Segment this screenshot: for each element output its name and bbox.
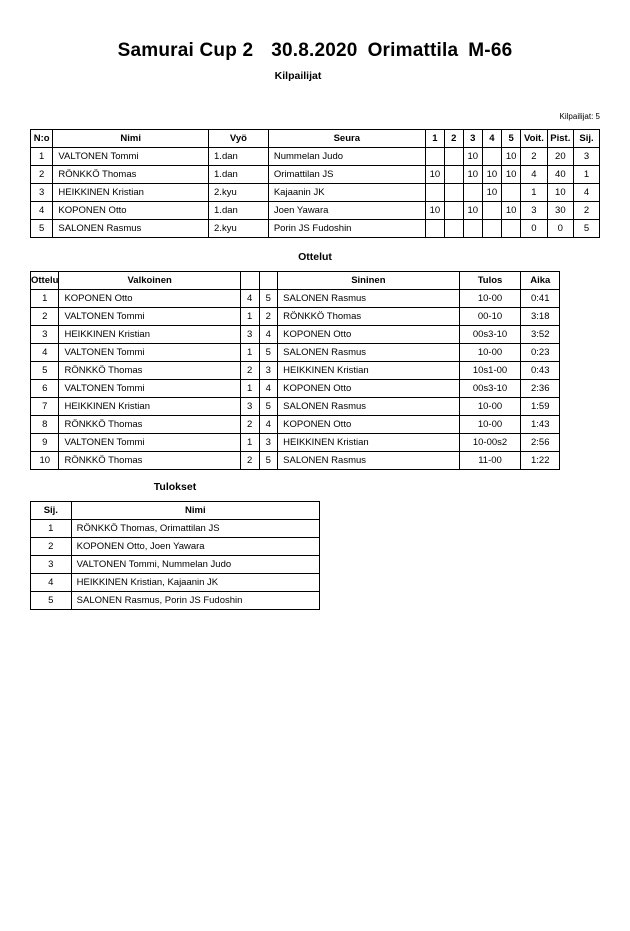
col-points: Pist. — [547, 130, 573, 148]
cell-belt: 1.dan — [209, 166, 269, 184]
cell-result-rank: 2 — [31, 538, 72, 556]
cell-blue: RÖNKKÖ Thomas — [278, 308, 459, 326]
cell-r4 — [482, 220, 501, 238]
title-date: 30.8.2020 — [271, 40, 358, 61]
cell-r3 — [463, 220, 482, 238]
cell-time: 1:22 — [521, 452, 560, 470]
results-table — [30, 501, 320, 610]
cell-r5: 10 — [502, 166, 521, 184]
table-row — [31, 416, 560, 434]
cell-result: 11-00 — [459, 452, 521, 470]
cell-name: HEIKKINEN Kristian — [53, 184, 209, 202]
cell-club: Orimattilan JS — [268, 166, 425, 184]
cell-time: 1:59 — [521, 398, 560, 416]
cell-white: HEIKKINEN Kristian — [59, 326, 240, 344]
table-row — [31, 556, 320, 574]
competitors-section-title: Kilpailijat — [274, 70, 322, 82]
cell-white-no: 2 — [240, 362, 259, 380]
cell-white-no: 1 — [240, 308, 259, 326]
cell-match-no: 4 — [31, 344, 59, 362]
cell-result-rank: 5 — [31, 592, 72, 610]
cell-result-name: SALONEN Rasmus, Porin JS Fudoshin — [71, 592, 319, 610]
cell-blue-no: 5 — [259, 398, 278, 416]
col-r1: 1 — [425, 130, 444, 148]
table-row — [31, 166, 600, 184]
cell-points: 20 — [547, 148, 573, 166]
title-event: Samurai Cup 2 — [117, 40, 254, 61]
cell-belt: 1.dan — [209, 202, 269, 220]
cell-blue-no: 4 — [259, 380, 278, 398]
cell-r5: 10 — [502, 202, 521, 220]
cell-white: VALTONEN Tommi — [59, 308, 240, 326]
cell-r1: 10 — [425, 166, 444, 184]
cell-r4 — [482, 148, 501, 166]
col-blue-no — [259, 272, 278, 290]
cell-white-no: 2 — [240, 416, 259, 434]
cell-r2 — [444, 166, 463, 184]
cell-blue: KOPONEN Otto — [278, 380, 459, 398]
results-section-title: Tulokset — [153, 481, 197, 493]
title-weight-class: M-66 — [468, 40, 513, 61]
cell-rank: 2 — [574, 202, 600, 220]
cell-r3: 10 — [463, 202, 482, 220]
table-row — [31, 148, 600, 166]
col-club: Seura — [268, 130, 425, 148]
matches-section-title: Ottelut — [298, 251, 332, 263]
cell-white: RÖNKKÖ Thomas — [59, 362, 240, 380]
cell-result: 10-00 — [459, 344, 521, 362]
cell-white-no: 1 — [240, 434, 259, 452]
cell-blue-no: 5 — [259, 452, 278, 470]
cell-r3 — [463, 184, 482, 202]
cell-match-no: 8 — [31, 416, 59, 434]
cell-blue-no: 5 — [259, 290, 278, 308]
competitors-table — [30, 129, 600, 238]
cell-r2 — [444, 202, 463, 220]
table-header-row — [31, 272, 560, 290]
cell-blue-no: 4 — [259, 326, 278, 344]
cell-club: Porin JS Fudoshin — [268, 220, 425, 238]
cell-white: VALTONEN Tommi — [59, 434, 240, 452]
cell-time: 0:41 — [521, 290, 560, 308]
cell-white-no: 3 — [240, 398, 259, 416]
cell-blue-no: 5 — [259, 344, 278, 362]
table-header-row — [31, 502, 320, 520]
cell-match-no: 1 — [31, 290, 59, 308]
cell-r2 — [444, 148, 463, 166]
cell-wins: 4 — [521, 166, 547, 184]
cell-result: 00s3-10 — [459, 326, 521, 344]
cell-white-no: 1 — [240, 380, 259, 398]
cell-r5 — [502, 220, 521, 238]
cell-result-rank: 3 — [31, 556, 72, 574]
cell-white: RÖNKKÖ Thomas — [59, 416, 240, 434]
col-wins: Voit. — [521, 130, 547, 148]
cell-blue-no: 2 — [259, 308, 278, 326]
document-page — [0, 40, 630, 931]
col-r2: 2 — [444, 130, 463, 148]
col-r4: 4 — [482, 130, 501, 148]
cell-match-no: 7 — [31, 398, 59, 416]
cell-r5 — [502, 184, 521, 202]
cell-match-no: 5 — [31, 362, 59, 380]
cell-result-name: KOPONEN Otto, Joen Yawara — [71, 538, 319, 556]
cell-time: 2:56 — [521, 434, 560, 452]
col-result-name: Nimi — [71, 502, 319, 520]
cell-club: Nummelan Judo — [268, 148, 425, 166]
cell-result: 00s3-10 — [459, 380, 521, 398]
col-rank: Sij. — [574, 130, 600, 148]
cell-white-no: 3 — [240, 326, 259, 344]
cell-blue: SALONEN Rasmus — [278, 344, 459, 362]
cell-belt: 1.dan — [209, 148, 269, 166]
cell-blue: SALONEN Rasmus — [278, 398, 459, 416]
cell-blue: SALONEN Rasmus — [278, 290, 459, 308]
cell-result-name: VALTONEN Tommi, Nummelan Judo — [71, 556, 319, 574]
cell-r4: 10 — [482, 166, 501, 184]
cell-match-no: 9 — [31, 434, 59, 452]
cell-result: 10-00 — [459, 416, 521, 434]
cell-r3: 10 — [463, 148, 482, 166]
cell-result: 10-00 — [459, 290, 521, 308]
table-row — [31, 290, 560, 308]
cell-r2 — [444, 184, 463, 202]
cell-wins: 1 — [521, 184, 547, 202]
cell-wins: 2 — [521, 148, 547, 166]
cell-club: Kajaanin JK — [268, 184, 425, 202]
cell-time: 0:43 — [521, 362, 560, 380]
cell-match-no: 3 — [31, 326, 59, 344]
col-white-no — [240, 272, 259, 290]
cell-white-no: 4 — [240, 290, 259, 308]
title-place: Orimattila — [367, 40, 459, 61]
cell-time: 2:36 — [521, 380, 560, 398]
table-row — [31, 574, 320, 592]
cell-match-no: 2 — [31, 308, 59, 326]
cell-no: 2 — [31, 166, 53, 184]
table-row — [31, 592, 320, 610]
cell-result-rank: 1 — [31, 520, 72, 538]
cell-result: 10s1-00 — [459, 362, 521, 380]
cell-match-no: 6 — [31, 380, 59, 398]
col-blue: Sininen — [278, 272, 459, 290]
cell-wins: 0 — [521, 220, 547, 238]
cell-name: RÖNKKÖ Thomas — [53, 166, 209, 184]
table-row — [31, 308, 560, 326]
cell-result-name: HEIKKINEN Kristian, Kajaanin JK — [71, 574, 319, 592]
table-row — [31, 452, 560, 470]
cell-rank: 4 — [574, 184, 600, 202]
cell-white: VALTONEN Tommi — [59, 344, 240, 362]
table-row — [31, 380, 560, 398]
cell-no: 3 — [31, 184, 53, 202]
cell-belt: 2.kyu — [209, 220, 269, 238]
cell-white-no: 1 — [240, 344, 259, 362]
cell-time: 0:23 — [521, 344, 560, 362]
cell-r1: 10 — [425, 202, 444, 220]
cell-points: 40 — [547, 166, 573, 184]
cell-white: VALTONEN Tommi — [59, 380, 240, 398]
cell-match-no: 10 — [31, 452, 59, 470]
cell-wins: 3 — [521, 202, 547, 220]
cell-name: SALONEN Rasmus — [53, 220, 209, 238]
cell-blue-no: 3 — [259, 434, 278, 452]
cell-blue: SALONEN Rasmus — [278, 452, 459, 470]
col-white: Valkoinen — [59, 272, 240, 290]
cell-time: 3:18 — [521, 308, 560, 326]
cell-blue-no: 3 — [259, 362, 278, 380]
cell-r4 — [482, 202, 501, 220]
cell-points: 30 — [547, 202, 573, 220]
cell-time: 3:52 — [521, 326, 560, 344]
table-row — [31, 202, 600, 220]
cell-name: KOPONEN Otto — [53, 202, 209, 220]
cell-no: 1 — [31, 148, 53, 166]
col-result: Tulos — [459, 272, 521, 290]
cell-r2 — [444, 220, 463, 238]
table-row — [31, 538, 320, 556]
cell-blue: KOPONEN Otto — [278, 416, 459, 434]
cell-white-no: 2 — [240, 452, 259, 470]
cell-r3: 10 — [463, 166, 482, 184]
table-row — [31, 326, 560, 344]
cell-r5: 10 — [502, 148, 521, 166]
col-result-rank: Sij. — [31, 502, 72, 520]
cell-r1 — [425, 184, 444, 202]
competitor-count: Kilpailijat: 5 — [559, 112, 600, 121]
cell-points: 0 — [547, 220, 573, 238]
cell-white: KOPONEN Otto — [59, 290, 240, 308]
cell-r4: 10 — [482, 184, 501, 202]
cell-rank: 5 — [574, 220, 600, 238]
col-belt: Vyö — [209, 130, 269, 148]
col-name: Nimi — [53, 130, 209, 148]
cell-blue-no: 4 — [259, 416, 278, 434]
cell-no: 5 — [31, 220, 53, 238]
cell-result: 10-00 — [459, 398, 521, 416]
page-title — [0, 40, 630, 62]
cell-r1 — [425, 220, 444, 238]
cell-blue: HEIKKINEN Kristian — [278, 434, 459, 452]
cell-blue: KOPONEN Otto — [278, 326, 459, 344]
table-row — [31, 184, 600, 202]
table-header-row — [31, 130, 600, 148]
cell-result: 00-10 — [459, 308, 521, 326]
col-r5: 5 — [502, 130, 521, 148]
col-no: N:o — [31, 130, 53, 148]
table-row — [31, 520, 320, 538]
cell-result: 10-00s2 — [459, 434, 521, 452]
cell-rank: 3 — [574, 148, 600, 166]
table-row — [31, 434, 560, 452]
cell-time: 1:43 — [521, 416, 560, 434]
matches-table — [30, 271, 560, 470]
cell-result-rank: 4 — [31, 574, 72, 592]
cell-club: Joen Yawara — [268, 202, 425, 220]
cell-belt: 2.kyu — [209, 184, 269, 202]
cell-rank: 1 — [574, 166, 600, 184]
table-row — [31, 220, 600, 238]
cell-r1 — [425, 148, 444, 166]
cell-name: VALTONEN Tommi — [53, 148, 209, 166]
col-match-no: Ottelu — [31, 272, 59, 290]
col-r3: 3 — [463, 130, 482, 148]
cell-points: 10 — [547, 184, 573, 202]
cell-blue: HEIKKINEN Kristian — [278, 362, 459, 380]
cell-result-name: RÖNKKÖ Thomas, Orimattilan JS — [71, 520, 319, 538]
table-row — [31, 344, 560, 362]
table-row — [31, 398, 560, 416]
cell-no: 4 — [31, 202, 53, 220]
table-row — [31, 362, 560, 380]
cell-white: RÖNKKÖ Thomas — [59, 452, 240, 470]
cell-white: HEIKKINEN Kristian — [59, 398, 240, 416]
col-time: Aika — [521, 272, 560, 290]
